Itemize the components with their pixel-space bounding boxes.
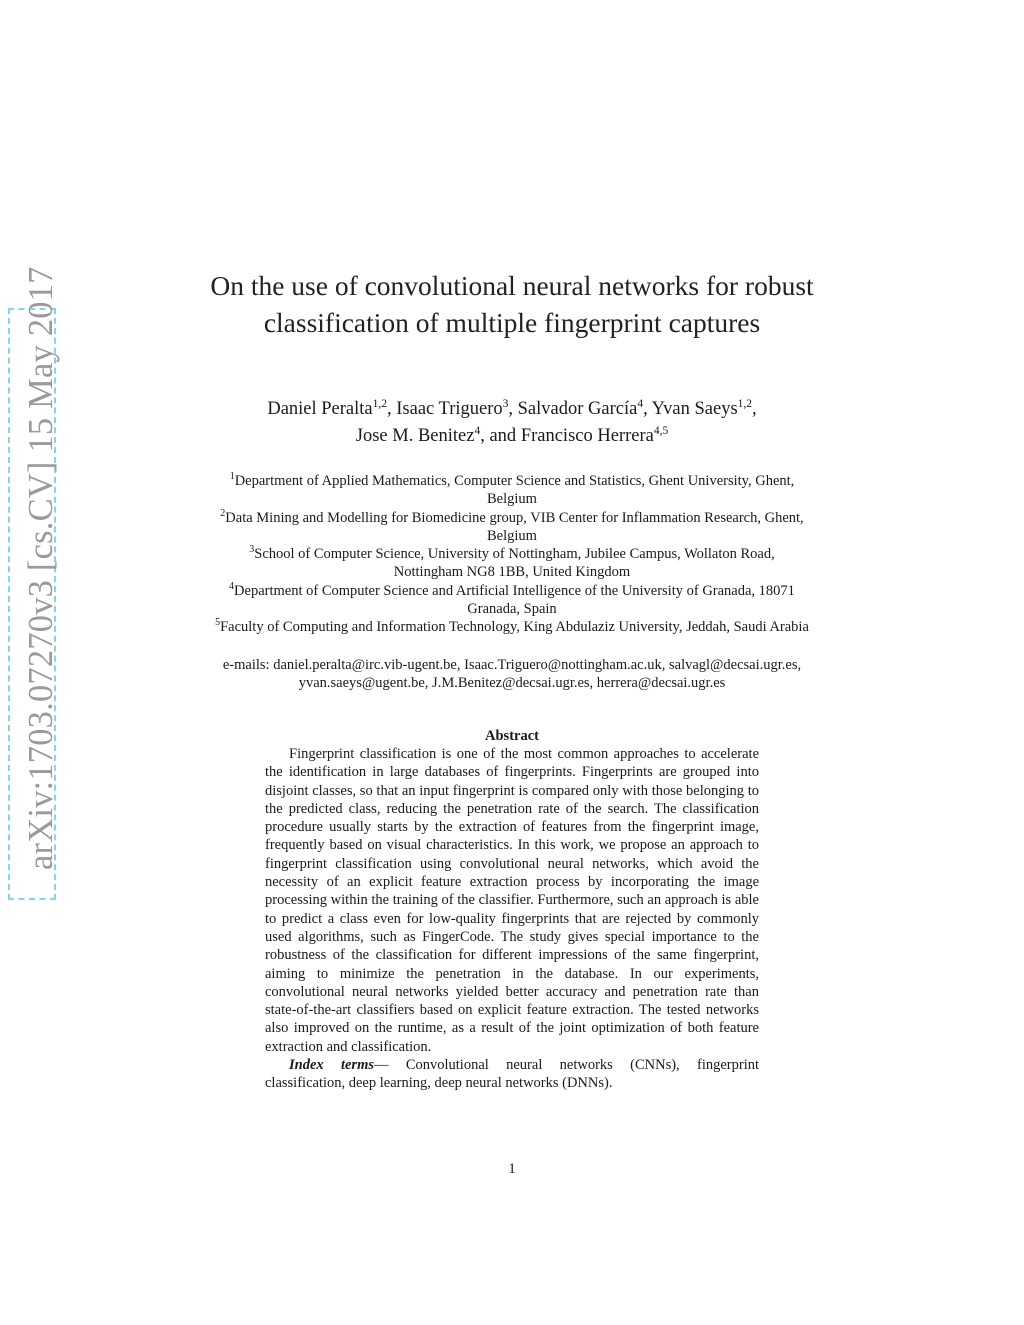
paper-title: On the use of convolutional neural networks for robust classification of multiple fingerprint captures <box>210 270 814 338</box>
affiliation-list <box>215 472 809 637</box>
contact-emails: e-mails: daniel.peralta@irc.vib-ugent.be, Isaac.Triguero@nottingham.ac.uk, salvagl@decsai.ugr.es, yvan.saeys@ugent.be, J.M.Benitez@decsai.ugr.es, herrera@decsai.ugr.es <box>222 657 802 692</box>
author-affiliation-mark: 3 <box>502 397 509 410</box>
author-name: Jose M. Benitez <box>355 426 475 446</box>
affiliation <box>215 472 809 509</box>
author-separator: , <box>387 399 397 419</box>
author-list <box>160 396 864 450</box>
abstract-text: Fingerprint classification is one of the most common approaches to accelerate the identification in large databases of fingerprints. Fingerprints are grouped into disjoint classes, so that an input fingerprint is compared only with those belonging to the predicted class, reducing the penetration rate of the search. The classification procedure usually starts by the extraction of features from the fingerprint image, frequently based on visual characteristics. In this work, we propose an approach to fingerprint classification using convolutional neural networks, which avoid the necessity of an explicit feature extraction process by incorporating the image processing within the training of the classifier. Furthermore, such an approach is able to predict a class even for low-quality fingerprints that are rejected by commonly used algorithms, such as FingerCode. The study gives special importance to the robustness of the classification for different impressions of the same fingerprint, aiming to minimize the penetration in the database. In our experiments, convolutional neural networks yielded better accuracy and penetration rate than state-of-the-art classifiers based on explicit feature extraction. The tested networks also improved on the runtime, as a result of the joint optimization of both feature extraction and classification. <box>265 746 759 1055</box>
affiliation-number: 3 <box>249 544 255 556</box>
author-separator: , <box>752 399 757 419</box>
abstract-heading: Abstract <box>485 728 539 744</box>
arxiv-identifier: arXiv:1703.07270v3 [cs.CV] 15 May 2017 <box>22 266 60 870</box>
author-separator: , and <box>480 426 521 446</box>
affiliation-text: Department of Applied Mathematics, Computer Science and Statistics, Ghent University, Ghent, Belgium <box>234 473 795 508</box>
author-affiliation-mark: 4 <box>474 424 481 437</box>
author-affiliation-mark: 1,2 <box>737 397 753 410</box>
author-separator: , <box>508 399 518 419</box>
affiliation <box>215 618 809 636</box>
author-affiliation-mark: 4,5 <box>653 424 669 437</box>
affiliation-text: Data Mining and Modelling for Biomedicine group, VIB Center for Inflammation Research, Ghent, Belgium <box>225 509 804 544</box>
author-name: Yvan Saeys <box>651 399 738 419</box>
affiliation-text: Department of Computer Science and Artificial Intelligence of the University of Granada, 18071 Granada, Spain <box>234 582 795 618</box>
index-terms <box>265 1056 759 1093</box>
author-separator: , <box>643 399 652 419</box>
index-terms-text: Convolutional neural networks (CNNs), fingerprint classification, deep learning, deep neural networks (DNNs). <box>265 1057 760 1092</box>
author-name: Isaac Triguero <box>396 399 503 419</box>
index-terms-label: Index terms <box>289 1057 374 1074</box>
index-terms-separator: — <box>374 1057 406 1074</box>
affiliation-text: Faculty of Computing and Information Technology, King Abdulaziz University, Jeddah, Saudi Arabia <box>220 619 809 636</box>
affiliation <box>215 545 809 582</box>
author-name: Francisco Herrera <box>520 426 654 446</box>
page-number: 1 <box>508 1161 516 1177</box>
affiliation-number: 2 <box>220 507 226 519</box>
affiliation-number: 5 <box>215 617 221 629</box>
author-affiliation-mark: 1,2 <box>372 397 388 410</box>
affiliation-number: 4 <box>229 580 235 592</box>
author-name: Salvador García <box>517 399 638 419</box>
abstract-section <box>265 745 759 1093</box>
affiliation-text: School of Computer Science, University of Nottingham, Jubilee Campus, Wollaton Road, Nottingham NG8 1BB, United Kingdom <box>254 546 775 581</box>
affiliation <box>215 582 809 619</box>
author-affiliation-mark: 4 <box>637 397 644 410</box>
affiliation <box>215 509 809 546</box>
author-name: Daniel Peralta <box>267 399 373 419</box>
affiliation-number: 1 <box>229 471 235 483</box>
